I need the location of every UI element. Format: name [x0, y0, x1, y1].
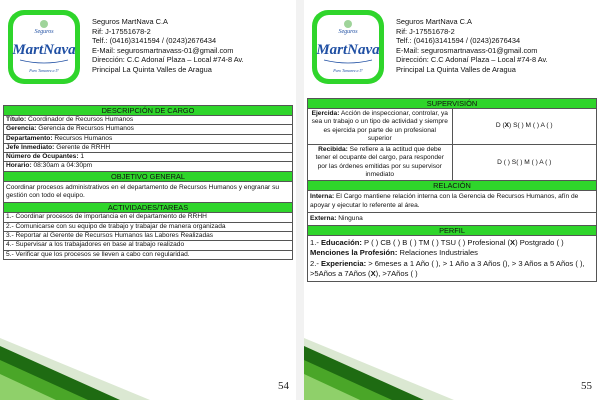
company-rif: Rif: J-17551678-2: [92, 26, 151, 36]
green-corner-decoration: [304, 338, 454, 400]
field-jefe-inmediato: Jefe Inmediato: Gerente de RRHH: [4, 143, 293, 152]
profile-details: [308, 236, 597, 282]
svg-text:MartNava: MartNava: [316, 42, 380, 58]
task-item: 4.- Supervisar a los trabajadores en base al trabajo realizado: [4, 241, 293, 250]
company-rif: Rif: J-17551678-2: [396, 26, 455, 36]
section-header-supervision: SUPERVISIÓN: [308, 99, 597, 109]
field-horario: Horario: 08:30am a 04:30pm: [4, 162, 293, 171]
svg-text:Seguros: Seguros: [34, 29, 54, 35]
profile-mention: Menciones la Profesión: Relaciones Industriales: [310, 248, 478, 258]
profile-education: 1.- Educación: P ( ) CB ( ) B ( ) TM ( ) TSU ( ) Profesional (X) Postgrado ( ): [310, 238, 564, 248]
supervision-exercised-description: Ejercida: Acción de inspeccionar, controlar, ya sea un trabajo o un tipo de actividad y siempre es ejercida por parte de un profesional superior: [308, 109, 453, 145]
relation-internal: Interna: El Cargo mantiene relación interna con la Gerencia de Recursos Humanos, afín de apoyar y ejecutar lo referente al área.: [308, 191, 597, 213]
company-address: Dirección: C.C Adonaí Plaza – Local #74-8 Av.: [92, 55, 244, 65]
svg-text:Puro Tamarez a 5º: Puro Tamarez a 5º: [29, 68, 59, 73]
job-description-table: [3, 105, 293, 260]
company-header: [396, 17, 548, 75]
svg-text:Puro Tamarez a 5º: Puro Tamarez a 5º: [333, 68, 363, 73]
company-email: E-Mail: segurosmartnavass-01@gmail.com: [92, 45, 234, 55]
task-item: 5.- Verificar que los procesos se lleven a cabo con regularidad.: [4, 250, 293, 259]
field-ocupantes: Número de Ocupantes: 1: [4, 153, 293, 162]
section-header-objetivo: OBJETIVO GENERAL: [4, 171, 293, 181]
objective-text: Coordinar procesos administrativos en el departamento de Recursos Humanos y engranar su gestión con todo el equipo.: [4, 181, 293, 203]
section-header-relacion: RELACIÓN: [308, 181, 597, 191]
profile-experience: 2.- Experiencia: > 6meses a 1 Año ( ), > 1 Año a 3 Años (), > 3 Años a 5 Años ( ), >5Años a 7Años (X), >7Años ( ): [310, 258, 585, 278]
document-page-54: [0, 0, 296, 400]
document-page-55: [304, 0, 600, 400]
company-phones: Telf.: (0416)3141594 / (0243)2676434: [396, 36, 521, 46]
page-number: 55: [581, 380, 592, 392]
svg-text:MartNava: MartNava: [12, 42, 76, 58]
task-item: 3.- Reportar al Gerente de Recursos Humanos las Labores Realizadas: [4, 231, 293, 240]
company-name: Seguros MartNava C.A: [92, 17, 168, 26]
relation-external: Externa: Ninguna: [308, 212, 597, 225]
company-branch: Principal La Quinta Valles de Aragua: [396, 64, 516, 74]
task-item: 2.- Comunicarse con su equipo de trabajo y trabajar de manera organizada: [4, 222, 293, 231]
page-gutter: [296, 0, 304, 400]
supervision-exercised-value: D (X) S( ) M ( ) A ( ): [452, 109, 597, 145]
company-branch: Principal La Quinta Valles de Aragua: [92, 64, 212, 74]
company-phones: Telf.: (0416)3141594 / (0243)2676434: [92, 36, 217, 46]
supervision-received-description: Recibida: Se refiere a la actitud que debe tener el ocupante del cargo, para responder por las órdenes emitidas por su supervisor inmediato: [308, 145, 453, 181]
company-address: Dirección: C.C Adonaí Plaza – Local #74-8 Av.: [396, 55, 548, 65]
field-gerencia: Gerencia: Gerencia de Recursos Humanos: [4, 125, 293, 134]
green-corner-decoration: [0, 338, 150, 400]
company-name: Seguros MartNava C.A: [396, 17, 472, 26]
company-email: E-Mail: segurosmartnavass-01@gmail.com: [396, 45, 538, 55]
svg-text:Seguros: Seguros: [338, 29, 358, 35]
page-number: 54: [278, 380, 289, 392]
supervision-received-value: D ( ) S( ) M ( ) A ( ): [452, 145, 597, 181]
section-header-descripcion: DESCRIPCIÓN DE CARGO: [4, 106, 293, 116]
section-header-perfil: PERFIL: [308, 226, 597, 236]
company-header: [92, 17, 244, 75]
supervision-relation-table: [307, 98, 597, 282]
company-logo: [310, 8, 386, 86]
company-logo: [6, 8, 82, 86]
field-departamento: Departamento: Recursos Humanos: [4, 134, 293, 143]
field-titulo: Título: Coordinador de Recursos Humanos: [4, 116, 293, 125]
task-item: 1.- Coordinar procesos de importancia en el departamento de RRHH: [4, 213, 293, 222]
section-header-actividades: ACTIVIDADES/TAREAS: [4, 203, 293, 213]
